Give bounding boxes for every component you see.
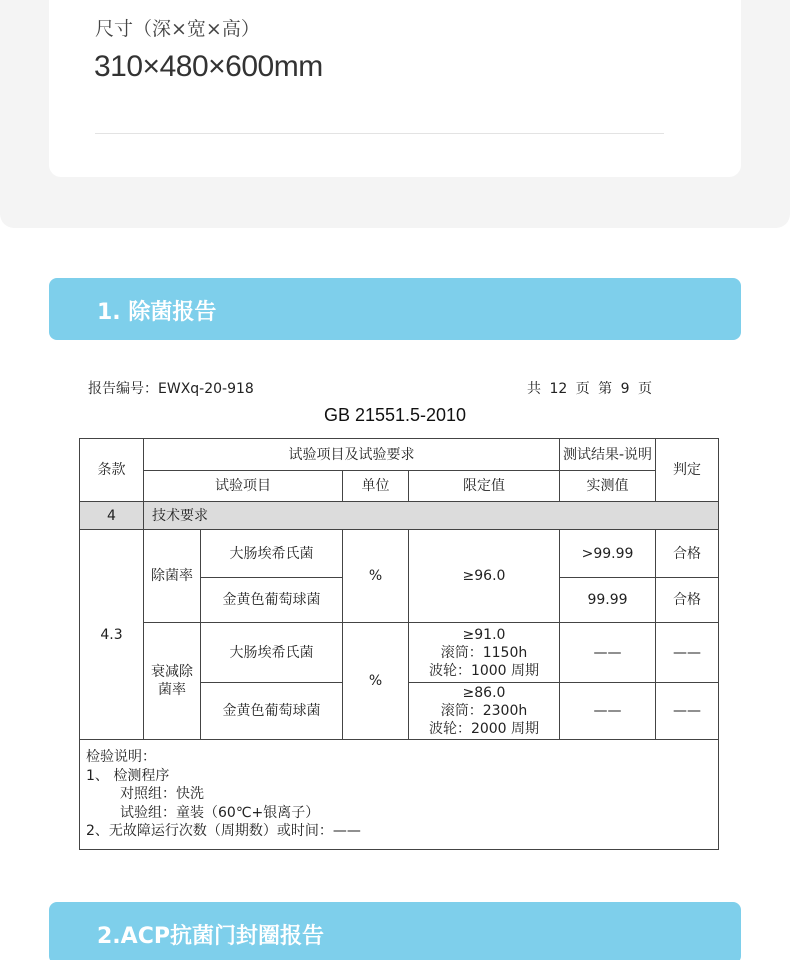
table-header-row — [80, 439, 719, 471]
dimension-value: 310×480×600mm — [94, 50, 323, 83]
judgement: —— — [656, 623, 719, 683]
limit-value — [409, 683, 560, 740]
limit-line: ≥86.0 — [462, 685, 506, 701]
organism: 金黄色葡萄球菌 — [201, 683, 343, 740]
unit: % — [343, 530, 409, 623]
header-test-items: 试验项目及试验要求 — [144, 439, 560, 471]
header-test-item: 试验项目 — [144, 471, 343, 502]
limit-line: 滚筒：2300h — [440, 703, 528, 719]
notes-test-group: 试验组：童装（60℃+银离子） — [120, 804, 320, 821]
table-row — [80, 502, 719, 530]
section-title: 1. 除菌报告 — [97, 300, 217, 325]
notes-item: 2、无故障运行次数（周期数）或时间：—— — [86, 823, 361, 839]
header-unit: 单位 — [343, 471, 409, 502]
tech-requirements-label: 技术要求 — [144, 502, 719, 530]
organism: 金黄色葡萄球菌 — [201, 578, 343, 623]
table-subheader-row — [80, 471, 719, 502]
organism: 大肠埃希氏菌 — [201, 530, 343, 578]
clause-4-3: 4.3 — [80, 530, 144, 740]
limit-line: ≥91.0 — [462, 626, 506, 643]
limit-line: 滚筒：1150h — [440, 644, 528, 661]
organism: 大肠埃希氏菌 — [201, 623, 343, 683]
page-info: 共 12 页 第 9 页 — [527, 381, 652, 397]
limit-value — [409, 623, 560, 683]
decay-rate-label — [144, 623, 201, 740]
limit-value: ≥96.0 — [409, 530, 560, 623]
sterilization-rate-label: 除菌率 — [144, 530, 201, 623]
judgement: —— — [656, 683, 719, 740]
notes-title: 检验说明： — [86, 749, 156, 765]
table-row — [80, 623, 719, 683]
inspection-notes — [80, 740, 719, 850]
limit-line: 波轮：1000 周期 — [428, 662, 540, 679]
limit-line: 波轮：2000 周期 — [428, 721, 540, 737]
report-number: 报告编号：EWXq-20-918 — [88, 381, 254, 397]
judgement: 合格 — [656, 578, 719, 623]
header-result: 测试结果-说明 — [560, 439, 656, 471]
header-measured: 实测值 — [560, 471, 656, 502]
section-title: 2.ACP抗菌门封圈报告 — [97, 924, 324, 949]
judgement: 合格 — [656, 530, 719, 578]
table-row — [80, 530, 719, 578]
spec-band — [0, 0, 790, 228]
spec-card — [49, 0, 741, 177]
header-clause: 条款 — [80, 439, 144, 502]
divider — [95, 133, 664, 134]
test-report-table — [79, 438, 719, 850]
measured-value: —— — [560, 683, 656, 740]
section-header-sterilization-report[interactable] — [49, 278, 741, 340]
dimension-label: 尺寸（深×宽×高） — [95, 18, 260, 40]
measured-value: >99.99 — [560, 530, 656, 578]
standard-title: GB 21551.5-2010 — [323, 405, 467, 425]
header-judgement: 判定 — [656, 439, 719, 502]
unit: % — [343, 623, 409, 740]
decay-label-line: 菌率 — [158, 682, 186, 698]
decay-label-line: 衰减除 — [151, 664, 193, 680]
notes-control-group: 对照组：快洗 — [120, 786, 204, 802]
measured-value: —— — [560, 623, 656, 683]
header-limit: 限定值 — [409, 471, 560, 502]
tech-clause: 4 — [80, 502, 144, 530]
measured-value: 99.99 — [560, 578, 656, 623]
section-header-acp-door-seal-report[interactable] — [49, 902, 741, 960]
notes-item: 1、 检测程序 — [86, 767, 170, 784]
notes-row — [80, 740, 719, 850]
